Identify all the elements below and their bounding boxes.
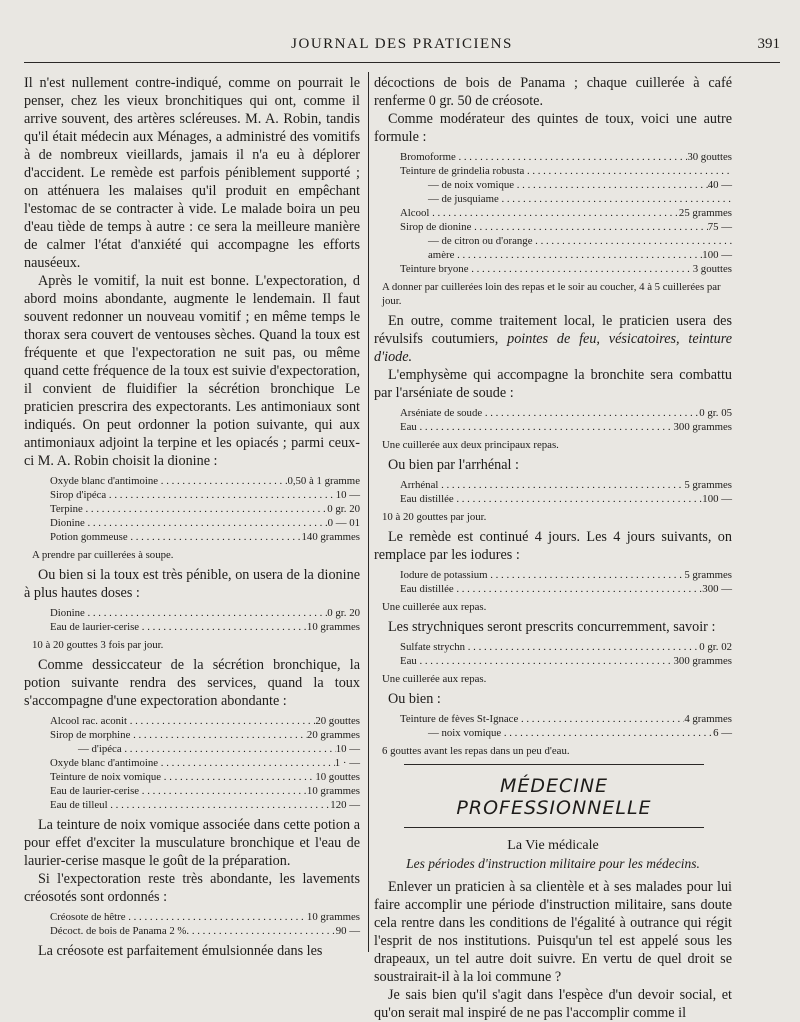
rx-line: Eau distillée . . . 100 —	[400, 492, 732, 506]
rx-line: Sulfate strychn . . . 0 gr. 02	[400, 640, 732, 654]
rx-line: Teinture de grindelia robusta . . .	[400, 164, 732, 178]
rx-line: Sirop de morphine . . . 20 grammes	[50, 728, 360, 742]
running-header	[24, 36, 780, 58]
rx-line: Dionine . . . 0 gr. 20	[50, 606, 360, 620]
rx-line: Sirop de dionine . . . 75 —	[400, 220, 732, 234]
prescription	[50, 714, 360, 812]
journal-title: JOURNAL DES PRATICIENS	[291, 36, 513, 52]
rx-line: Arrhénal . . . 5 grammes	[400, 478, 732, 492]
rx-line: — noix vomique . . . 6 —	[400, 726, 732, 740]
rx-line: — de noix vomique . . . 40 —	[400, 178, 732, 192]
rx-line: Eau de laurier-cerise . . . 10 grammes	[50, 620, 360, 634]
rx-line: Terpine . . . 0 gr. 20	[50, 502, 360, 516]
prescription	[400, 712, 732, 740]
paragraph: décoctions de bois de Panama ; chaque cuillerée à café renferme 0 gr. 50 de créosote.	[374, 75, 732, 109]
header-rule	[24, 62, 780, 63]
rx-line: Eau distillée . . . 300 —	[400, 582, 732, 596]
paragraph: Ou bien :	[388, 691, 441, 707]
rx-line: Dionine . . . 0 — 01	[50, 516, 360, 530]
rx-line: Décoct. de bois de Panama 2 %. . . . 90 —	[50, 924, 360, 938]
page-number: 391	[757, 36, 780, 52]
paragraph: La teinture de noix vomique associée dans cette potion a pour effet d'exciter la musculature bronchique et l'eau de laurier-cerise masque le goût de la préparation.	[24, 817, 360, 869]
rx-line: Teinture de noix vomique . . . 10 gouttes	[50, 770, 360, 784]
paragraph: Comme dessiccateur de la sécrétion bronchique, la potion suivante rendra des services, quand la toux s'accompagne d'une expectoration abondante :	[24, 657, 360, 709]
rx-line: Créosote de hêtre . . . 10 grammes	[50, 910, 360, 924]
paragraph: Il n'est nullement contre-indiqué, comme on pourrait le penser, chez les vieux bronchitiques qui ont, comme il arrive souvent, des artères scléreuses. M. A. Robin, tandis qu'il était médecin aux Ménages, a administré des vomitifs à de nombreux vieillards, jamais il n'a eu à déplorer d'accident. Le remède est parfois péniblement supporté ; on atténuera les malaises qu'il produit en empêchant l'estomac de se contracter à vide. Le malade boira un peu d'eau tiède de temps à autre : ce sera la meilleure manière de calmer l'état d'anxiété qui accompagne les efforts nauséeux.	[24, 75, 360, 271]
rx-note: Une cuillerée aux deux principaux repas.	[382, 439, 559, 451]
paragraph: Ou bien par l'arrhénal :	[388, 457, 519, 473]
right-column	[374, 74, 732, 1022]
paragraph: Le remède est continué 4 jours. Les 4 jours suivants, on remplace par les iodures :	[374, 529, 732, 563]
paragraph: Comme modérateur des quintes de toux, voici une autre formule :	[374, 111, 732, 145]
rx-line: Eau de laurier-cerise . . . 10 grammes	[50, 784, 360, 798]
left-column	[24, 74, 360, 960]
rx-line: Arséniate de soude . . . 0 gr. 05	[400, 406, 732, 420]
prescription	[400, 406, 732, 434]
paragraph: Enlever un praticien à sa clientèle et à ses malades pour lui faire accomplir une période d'instruction militaire, sans doute cela rentre dans les conditions de l'égalité à outrance qui régit l'esprit de nos institutions. Puisqu'un tel est appelé sous les drapeaux, un tel autre doit suivre. En vertu de quel droit se soustrairait-il à la loi commune ?	[374, 879, 732, 985]
rx-line: Eau . . . 300 grammes	[400, 654, 732, 668]
rx-line: amère . . . 100 —	[400, 248, 732, 262]
rx-line: — de jusquiame . . .	[400, 192, 732, 206]
paragraph: La créosote est parfaitement émulsionnée dans les	[38, 943, 323, 959]
rx-line: — de citron ou d'orange . . .	[400, 234, 732, 248]
paragraph: L'emphysème qui accompagne la bronchite sera combattu par l'arséniate de soude :	[374, 367, 732, 401]
rx-line: Eau de tilleul . . . 120 —	[50, 798, 360, 812]
article-heading: Les périodes d'instruction militaire pour les médecins.	[406, 856, 700, 871]
paragraph: Ou bien si la toux est très pénible, on usera de la dionine à plus hautes doses :	[24, 567, 360, 601]
rx-note: Une cuillerée aux repas.	[382, 673, 487, 685]
paragraph: Après le vomitif, la nuit est bonne. L'expectoration, d abord moins abondante, augmente le lendemain. Il faut souvent redonner un nouveau vomitif ; en même temps le thorax sera couvert de ventouses sèches. Quand la toux est fréquente et que l'expectoration ne suit pas, ou même quand cette fréquence de la toux est suivie d'expectoration, il convient de fluidifier la sécrétion bronchique Le praticien prescrira des expectorants. Les antimoniaux sont indiqués. On peut ordonner la potion suivante, qui aux antimoniaux adjoint la terpine et les opiacés ; parmi ceux-ci M. A. Robin choisit la dionine :	[24, 273, 360, 469]
rx-line: Sirop d'ipéca . . . 10 —	[50, 488, 360, 502]
rx-line: — d'ipéca . . . 10 —	[50, 742, 360, 756]
prescription	[50, 910, 360, 938]
rx-line: Alcool rac. aconit . . . 20 gouttes	[50, 714, 360, 728]
paragraph: Je sais bien qu'il s'agit dans l'espèce d'un devoir social, et qu'on serait mal inspiré de ne pas l'accomplir comme il	[374, 987, 732, 1021]
rx-line: Alcool . . . 25 grammes	[400, 206, 732, 220]
rx-note: 6 gouttes avant les repas dans un peu d'eau.	[382, 745, 570, 757]
rx-line: Teinture de fèves St-Ignace . . . 4 grammes	[400, 712, 732, 726]
rx-note: Une cuillerée aux repas.	[382, 601, 487, 613]
column-divider	[368, 72, 369, 952]
prescription	[400, 478, 732, 506]
rx-line: Teinture bryone . . . 3 gouttes	[400, 262, 732, 276]
prescription	[400, 568, 732, 596]
rx-line: Iodure de potassium . . . 5 grammes	[400, 568, 732, 582]
rx-note: A donner par cuillerées loin des repas et le soir au coucher, 4 à 5 cuillerées par jour.	[382, 281, 721, 307]
rx-line: Potion gommeuse . . . 140 grammes	[50, 530, 360, 544]
paragraph: En outre, comme traitement local, le praticien usera des révulsifs coutumiers, pointes de feu, vésicatoires, teinture d'iode.	[374, 313, 733, 365]
prescription	[400, 640, 732, 668]
rx-line: Oxyde blanc d'antimoine . . . 1 · —	[50, 756, 360, 770]
prescription	[400, 150, 732, 276]
paragraph: Si l'expectoration reste très abondante, les lavements créosotés sont ordonnés :	[24, 871, 360, 905]
article-subtitle: La Vie médicale	[507, 838, 599, 853]
section-title: MÉDECINE PROFESSIONNELLE	[404, 764, 704, 828]
rx-note: A prendre par cuillerées à soupe.	[32, 549, 174, 561]
prescription	[50, 606, 360, 634]
paragraph: Les strychniques seront prescrits concurremment, savoir :	[388, 619, 716, 635]
rx-note: 10 à 20 gouttes 3 fois par jour.	[32, 639, 164, 651]
prescription	[50, 474, 360, 544]
rx-line: Eau . . . 300 grammes	[400, 420, 732, 434]
rx-line: Bromoforme . . . 30 gouttes	[400, 150, 732, 164]
rx-line: Oxyde blanc d'antimoine . . . 0,50 à 1 gramme	[50, 474, 360, 488]
rx-note: 10 à 20 gouttes par jour.	[382, 511, 487, 523]
